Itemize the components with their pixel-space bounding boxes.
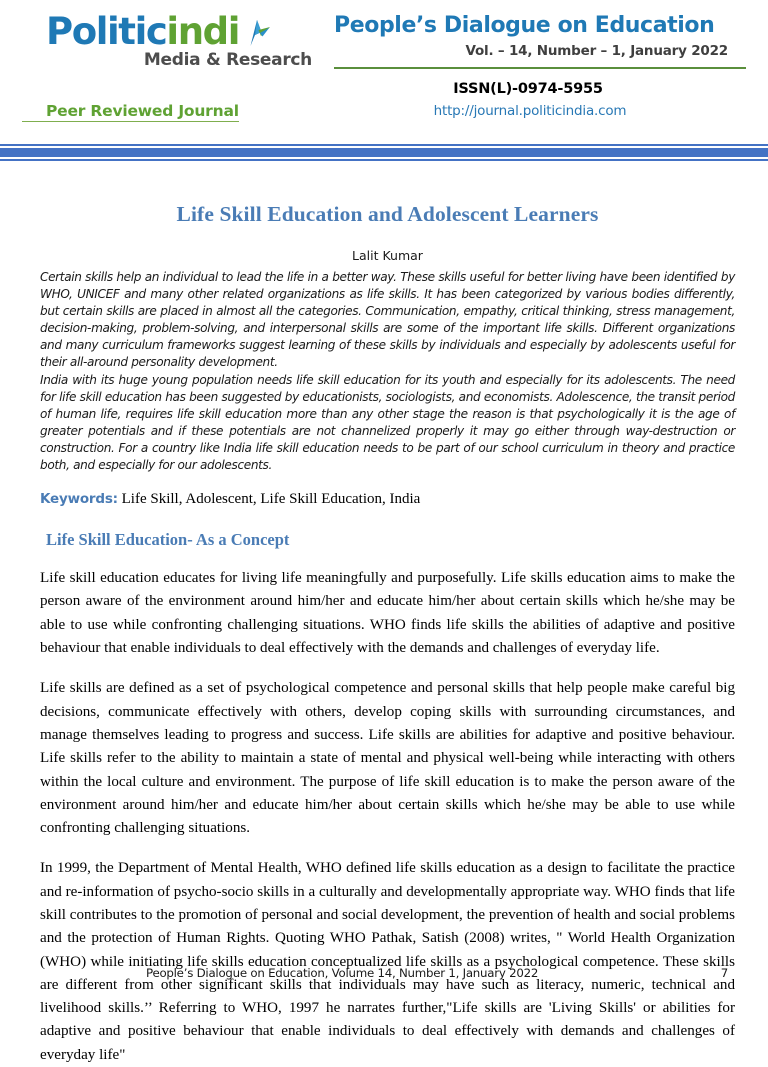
section-heading: Life Skill Education- As a Concept (46, 530, 290, 550)
abstract-paragraph: India with its huge young population needs life skill education for its youth and especially for its adolescents. The need for life skill education has been suggested by educationists, sociologists, and economists. Adolescence, the transit period of human life, requires life skill education more than any other stage the reason is that psychologically it is the age of greater potentials and if these potentials are not channelized properly it may go either through way-destruction or construction. For a country like India life skill education needs to be part of our school curriculum in theory and practice both, and especially for our adolescents. (40, 372, 735, 473)
journal-volume-line: Vol. – 14, Number – 1, January 2022 (465, 43, 728, 59)
body-paragraph: Life skill education educates for living life meaningfully and purposefully. Life skills education aims to make the person aware of the environment around him/her and educate him/her about certain skills which he/she may be able to use while confronting challenging situations. WHO finds life skills the abilities of adaptive and positive behaviour that enable individuals to deal effectively with the demands and challenges of everyday life. (40, 570, 735, 657)
keywords-line (40, 491, 735, 508)
logo-text-politic: Politic (46, 10, 167, 53)
keywords-value: Life Skill, Adolescent, Life Skill Education, India (117, 491, 421, 508)
header-green-divider (334, 67, 746, 69)
body-paragraph: In 1999, the Department of Mental Health, WHO defined life skills education as a design to facilitate the practice and re-information of psycho-socio skills in a culturally and developmentally appropriate way. WHO finds that life skill contributes to the promotion of personal and social development, the prevention of health and social problems and the protection of Human Rights. Quoting WHO Pathak, Satish (2008) writes, " World Health Organization (WHO) while initiating life skills education conceptualized life skills as a psychological competence. These skills are different from other significant skills that individuals may have such as literacy, numeric, technical and livelihood skills.’’ Referring to WHO, 1997 he narrates further,"Life skills are 'Living Skills' or abilities for adaptive and positive behaviour that enable individuals to deal effectively with demands and challenges of everyday life" (40, 860, 735, 1063)
logo-text-indi: indi (166, 10, 239, 53)
footer-citation: People’s Dialogue on Education, Volume 14, Number 1, January 2022 (146, 966, 539, 980)
body-paragraph: Life skills are defined as a set of psychological competence and personal skills that help people make careful big decisions, communicate effectively with others, develop coping skills with surrounding circumstances, and manage themselves leading to progress and success. Life skills are abilities for adaptive and positive behaviour. Life skills refer to the ability to maintain a state of mental and physical well-being while interacting with others within the local culture and environment. The purpose of life skill education is to make the person aware of the environment around him/her and educate him/her about certain skills which he/she may be able to use while confronting challenging situations. (40, 680, 735, 837)
journal-url-link[interactable]: http://journal.politicindia.com (433, 103, 627, 120)
logo-letter-a-icon (236, 16, 270, 50)
footer-page-number: 7 (720, 966, 728, 980)
keywords-label: Keywords: (40, 491, 118, 508)
politicindia-logo (22, 10, 334, 84)
article-content (0, 202, 768, 1067)
abstract-paragraph: Certain skills help an individual to lead the life in a better way. These skills useful for better living have been identified by WHO, UNICEF and many other related organizations as life skills. It has been categorized by various bodies differently, but certain skills are placed in almost all the categories. Communication, empathy, critical thinking, stress management, decision-making, problem-solving, and interpersonal skills are some of the important life skills. Different organizations and many curriculum frameworks suggest learning of these skills by individuals and especially by adolescents useful for their all-around personality development. (40, 270, 735, 370)
logo-tagline: Media & Research (143, 50, 312, 70)
logo-wordmark (46, 10, 334, 54)
page-footer (0, 966, 768, 980)
article-author: Lalit Kumar (352, 248, 423, 263)
masthead-right (334, 10, 746, 119)
divider-line-bottom (0, 159, 768, 161)
journal-issn: ISSN(L)-0974-5955 (453, 81, 603, 98)
masthead-left (22, 10, 334, 122)
header-blue-divider (0, 144, 768, 161)
divider-bar-main (0, 148, 768, 157)
page-header (0, 0, 768, 140)
article-title: Life Skill Education and Adolescent Learners (176, 202, 599, 226)
peer-reviewed-badge: Peer Reviewed Journal (22, 102, 239, 122)
journal-title: People’s Dialogue on Education (334, 13, 715, 38)
